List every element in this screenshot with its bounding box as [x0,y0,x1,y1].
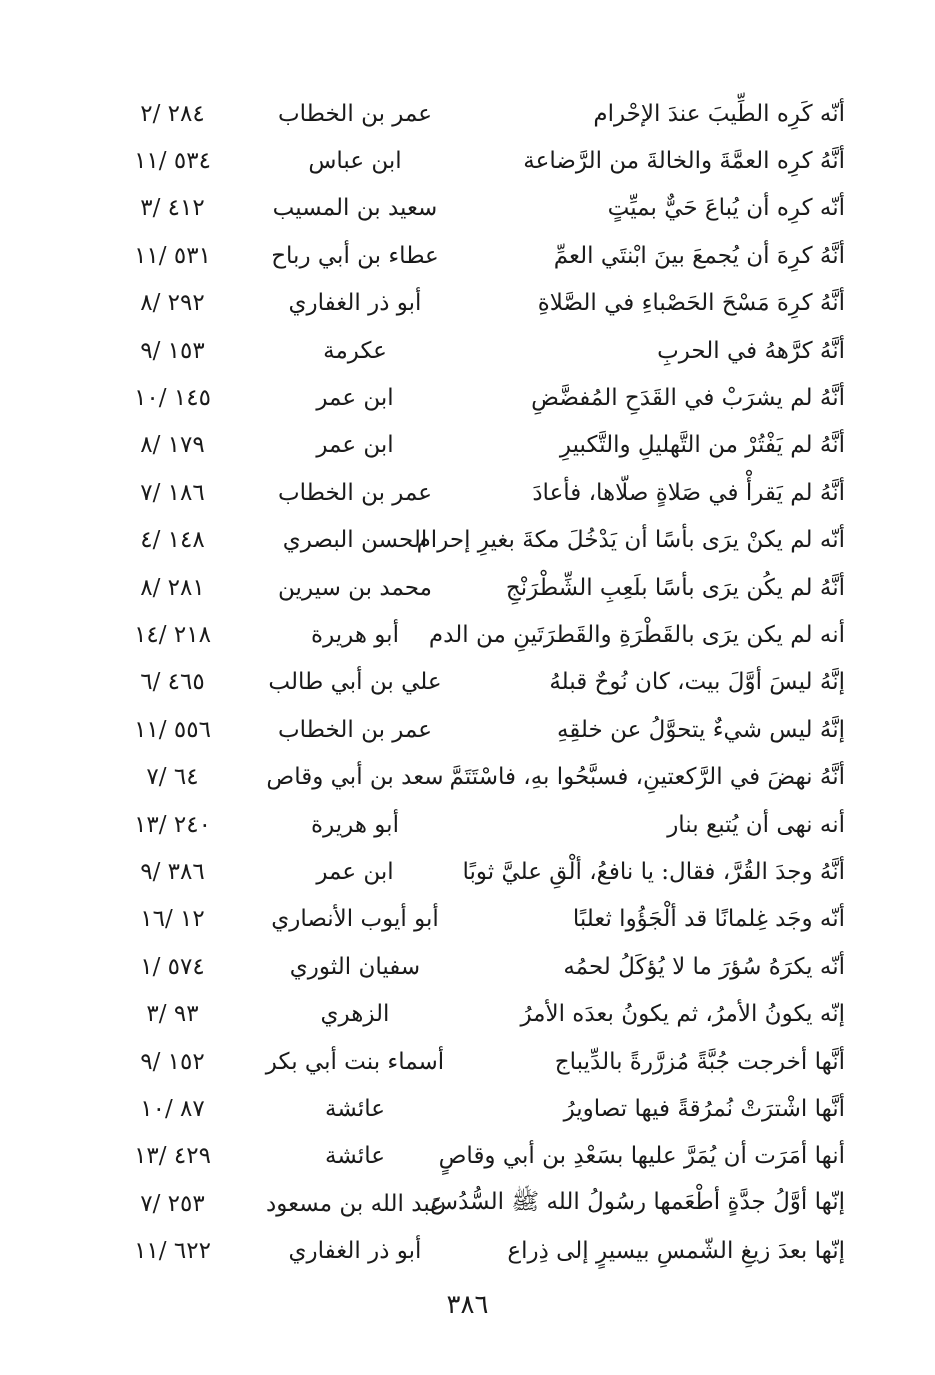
volume-page-reference: ١٤٨ /٤ [140,527,205,554]
index-row [100,1133,845,1180]
index-row [100,990,845,1037]
volume-page-reference: ٢١٨ /١٤ [134,621,211,648]
index-row [100,564,845,611]
hadith-text: أنّه وجَد غِلمانًا قد ألْجَؤُوا ثعلبًا [572,906,845,933]
hadith-text: إنّها أوَّلُ جدَّةٍ أطْعَمها رسُولُ الله ﷺ السُّدُسَ [430,1188,845,1215]
index-row [100,469,845,516]
index-row [100,896,845,943]
index-row [100,801,845,848]
volume-page-reference: ١٨٦ /٧ [140,479,205,506]
narrator-name: علي بن أبي طالب [268,669,442,696]
narrator-name: سفيان الثوري [289,953,421,980]
volume-page-reference: ٢٩٢ /٨ [140,290,205,317]
hadith-text: إنّها بعدَ زيغِ الشّمسِ بيسيرٍ إلى ذِراع [507,1238,845,1265]
narrator-name: ابن عمر [316,858,394,885]
hadith-text: أنَّها اشْترَتْ نُمرُقةً فيها تصاويرُ [563,1095,845,1122]
hadith-text: أنّه يكرَهُ سُؤرَ ما لا يُؤكَلُ لحمُه [563,953,845,980]
index-row [100,943,845,990]
index-row [100,659,845,706]
narrator-name: أبو ذر الغفاري [288,1238,422,1265]
index-row [100,232,845,279]
index-row [100,327,845,374]
volume-page-reference: ٣٨٦ /٩ [140,858,205,885]
hadith-text: أنّه لم يكنْ يرَى بأسًا أن يَدْخُلَ مكةَ بغيرِ إحرام [416,527,845,554]
hadith-text: أنَّهُ لم يَفْتُرْ من التَّهليلِ والتَّكبيرِ [559,432,845,459]
volume-page-reference: ٥٣١ /١١ [134,242,211,269]
narrator-name: الحسن البصري [282,527,428,554]
narrator-name: أبو أيوب الأنصاري [271,906,439,933]
index-row [100,137,845,184]
index-row [100,706,845,753]
volume-page-reference: ١٥٢ /٩ [140,1048,205,1075]
narrator-name: عمر بن الخطاب [277,716,432,743]
index-row [100,185,845,232]
volume-page-reference: ٢٨٤ /٢ [140,100,205,127]
volume-page-reference: ٢٨١ /٨ [140,574,205,601]
narrator-name: محمد بن سيرين [278,574,432,601]
index-row [100,1038,845,1085]
page-number: ٣٨٦ [446,1290,489,1320]
volume-page-reference: ٥٣٤ /١١ [134,148,211,175]
index-row [100,611,845,658]
hadith-text: أنَّها أخرجت جُبَّةً مُزرَّرةً بالدِّيباج [554,1048,845,1075]
narrator-name: عطاء بن أبي رباح [271,242,439,269]
index-row [100,517,845,564]
narrator-name: عائشة [325,1095,385,1122]
volume-page-reference: ٥٧٤ /١ [140,953,205,980]
volume-page-reference: ٤١٢ /٣ [140,195,205,222]
index-row [100,280,845,327]
volume-page-reference: ١٢ /١٦ [140,906,205,933]
hadith-text: أنَّهُ كرَّههُ في الحربِ [657,337,845,364]
narrator-name: أبو ذر الغفاري [288,290,422,317]
narrator-name: أبو هريرة [311,811,399,838]
hadith-text: أنَّهُ لم يكُن يرَى بأسًا بلَعِبِ الشِّطْرَنْجِ [505,574,845,601]
narrator-name: سعيد بن المسيب [272,195,438,222]
index-row [100,374,845,421]
narrator-name: عمر بن الخطاب [277,100,432,127]
hadith-index-table [100,90,845,1275]
volume-page-reference: ٩٣ /٣ [146,1001,199,1028]
hadith-text: أنّه كَرِه الطِّيبَ عندَ الإحْرام [593,100,845,127]
index-row [100,1180,845,1227]
hadith-text: أنها أمَرَت أن يُمَرَّ عليها بسَعْدِ بن أبي وقاصٍ [438,1143,845,1170]
narrator-name: الزهري [320,1001,390,1028]
hadith-text: إنَّهُ ليس شيءٌ يتحوَّلُ عن خلقِهِ [556,716,845,743]
index-row [100,753,845,800]
hadith-text: أنه نهى أن يُتبع بنار [667,811,845,838]
hadith-text: أنَّهُ كرِهَ أن يُجمعَ بينَ ابْنتَي العمِّ [553,242,845,269]
index-row [100,1227,845,1274]
hadith-text: أنَّهُ وجدَ القُرَّ، فقال: يا نافعُ، ألْقِ عليَّ ثوبًا [462,858,845,885]
volume-page-reference: ٦٢٢ /١١ [134,1238,211,1265]
volume-page-reference: ٢٥٣ /٧ [140,1190,205,1217]
volume-page-reference: ١٤٥ /١٠ [134,385,211,412]
narrator-name: أسماء بنت أبي بكر [265,1048,445,1075]
hadith-text: أنه لم يكن يرَى بالقَطْرَةِ والقَطرَتَينِ من الدم [428,621,845,648]
narrator-name: ابن عباس [308,148,402,175]
hadith-text: أنَّهُ نهضَ في الرَّكعتينِ، فسبَّحُوا بهِ، فاسْتَتَمَّ [449,764,845,791]
hadith-text: أنَّهُ لم يشرَبْ في القَدَحِ المُفضَّضِ [531,385,845,412]
volume-page-reference: ٤٦٥ /٦ [140,669,205,696]
volume-page-reference: ٥٥٦ /١١ [134,716,211,743]
volume-page-reference: ٢٤٠ /١٣ [134,811,211,838]
volume-page-reference: ٦٤ /٧ [146,764,199,791]
index-row [100,422,845,469]
hadith-text: أنَّهُ كرِهَ مَسْحَ الحَصْباءِ في الصَّلاةِ [537,290,845,317]
volume-page-reference: ١٥٣ /٩ [140,337,205,364]
narrator-name: ابن عمر [316,432,394,459]
narrator-name: عمر بن الخطاب [277,479,432,506]
narrator-name: أبو هريرة [311,621,399,648]
narrator-name: عائشة [325,1143,385,1170]
narrator-name: سعد بن أبي وقاص [266,764,444,791]
narrator-name: عبد الله بن مسعود [266,1190,444,1217]
narrator-name: ابن عمر [316,385,394,412]
hadith-text: إنَّهُ ليسَ أوَّلَ بيت، كان نُوحٌ قبلهُ [549,669,845,696]
index-row [100,90,845,137]
volume-page-reference: ١٧٩ /٨ [140,432,205,459]
hadith-text: أنَّهُ كرِه العمَّةَ والخالةَ من الرَّضاعة [523,148,845,175]
index-row [100,1085,845,1132]
index-row [100,848,845,895]
hadith-text: إنّه يكونُ الأمرُ، ثم يكونُ بعدَه الأمرُ [520,1001,845,1028]
narrator-name: عكرمة [323,337,387,364]
volume-page-reference: ٤٢٩ /١٣ [134,1143,211,1170]
volume-page-reference: ٨٧ /١٠ [140,1095,205,1122]
hadith-text: أنَّهُ لم يَقرأْ في صَلاةٍ صلّاها، فأعادَ [532,479,845,506]
hadith-text: أنّه كرِه أن يُباعَ حَيٌّ بميِّتٍ [607,195,845,222]
